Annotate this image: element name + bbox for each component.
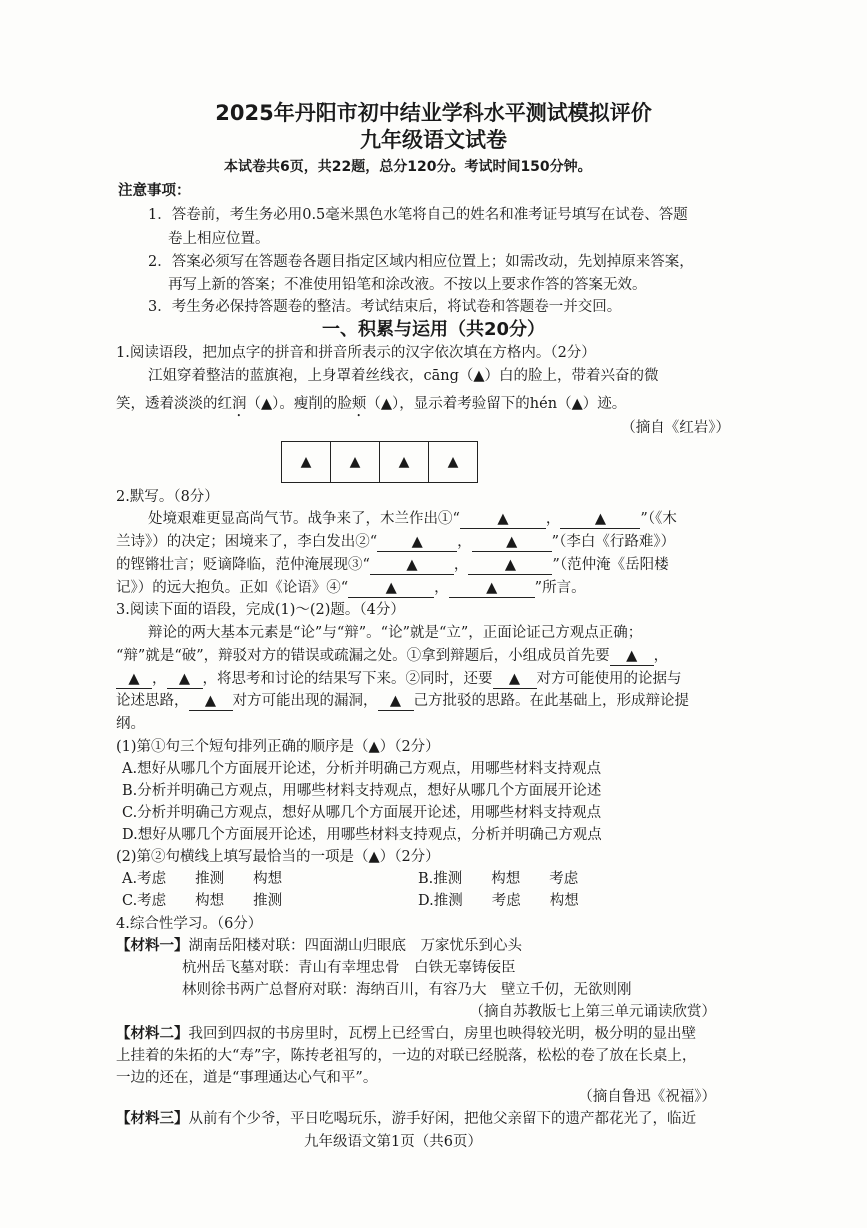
- fill-blank[interactable]: [493, 670, 537, 689]
- fill-blank[interactable]: [378, 692, 414, 711]
- q1-passage-line1: 江姐穿着整洁的蓝旗袍，上身罩着丝线衣，cāng（▲）白的脸上，带着兴奋的微: [148, 368, 659, 384]
- option-d[interactable]: D.推测 考虑 构想: [418, 893, 579, 909]
- answer-box-row[interactable]: [281, 441, 478, 483]
- notice-item-1-cont: 卷上相应位置。: [168, 231, 270, 247]
- q1-source: （摘自《红岩》）: [621, 420, 730, 436]
- exam-subtitle: 九年级语文试卷: [360, 128, 507, 152]
- answer-box[interactable]: ▲: [282, 442, 331, 482]
- q1-passage-line2: 笑，透着淡淡的红润（▲）。瘦削的脸颊（▲），显示着考验留下的hén（▲）迹。: [116, 396, 627, 412]
- option-b[interactable]: B.分析并明确己方观点，用哪些材料支持观点，想好从哪几个方面展开论述: [122, 783, 602, 799]
- fill-blank[interactable]: [116, 670, 152, 689]
- material-2-line3: 一边的还在，道是“事理通达心气和平”。: [116, 1070, 378, 1086]
- fill-blank[interactable]: [370, 556, 454, 575]
- fill-blank[interactable]: [560, 510, 640, 529]
- material-1-line1: 【材料一】湖南岳阳楼对联：四面湖山归眼底 万家忧乐到心头: [116, 937, 522, 954]
- exam-info: 本试卷共6页，共22题，总分120分。考试时间150分钟。: [224, 159, 592, 175]
- q3-passage-line5: 纲。: [116, 716, 145, 732]
- option-d[interactable]: D.想好从哪几个方面展开论述，用哪些材料支持观点，分析并明确己方观点: [122, 827, 602, 843]
- page-footer: 九年级语文第1页（共6页）: [304, 1134, 482, 1150]
- q3-passage-line2: “辩”就是“破”，辩驳对方的错误或疏漏之处。①拿到辩题后，小组成员首先要 ▲ ，: [116, 646, 668, 666]
- fill-blank[interactable]: [348, 579, 434, 598]
- fill-blank[interactable]: [610, 647, 654, 666]
- material-2-line2: 上挂着的朱拓的大“寿”字，陈抟老祖写的，一边的对联已经脱落，松松的卷了放在长桌上，: [116, 1048, 697, 1064]
- q3-passage-line4: 论述思路， ▲ 对方可能出现的漏洞， ▲ 己方批驳的思路。在此基础上，形成辩论提: [116, 691, 689, 711]
- answer-box[interactable]: ▲: [447, 454, 459, 470]
- notice-heading: 注意事项：: [118, 183, 191, 199]
- section-title: 一、积累与运用（共20分）: [321, 319, 546, 340]
- q2-line2: 兰诗》）的决定；困境来了，李白发出②“ ▲ ， ▲ ”（李白《行路难》）: [116, 532, 675, 552]
- fill-blank[interactable]: [472, 533, 552, 552]
- q3-passage-line3: ▲， ▲ ，将思考和讨论的结果写下来。②同时，还要 ▲ 对方可能使用的论据与: [116, 669, 682, 689]
- material-3-line1: 【材料三】从前有个少爷，平日吃喝玩乐，游手好闲，把他父亲留下的遗产都花光了，临近: [116, 1110, 696, 1127]
- exam-title: 2025年丹阳市初中结业学科水平测试模拟评价: [215, 101, 652, 125]
- material-label: 【材料三】: [116, 1110, 189, 1127]
- option-a[interactable]: A.想好从哪几个方面展开论述，分析并明确己方观点，用哪些材料支持观点: [122, 761, 602, 777]
- material-label: 【材料二】: [116, 1025, 189, 1042]
- material-1-line2: 杭州岳飞墓对联：青山有幸埋忠骨 白铁无辜铸佞臣: [182, 960, 516, 976]
- q3-sub2-stem: (2)第②句横线上填写最恰当的一项是（▲）（2分）: [116, 849, 440, 865]
- fill-blank[interactable]: [189, 692, 233, 711]
- fill-blank[interactable]: [167, 670, 203, 689]
- material-label: 【材料一】: [116, 937, 189, 954]
- q2-line1: 处境艰难更显高尚气节。战争来了，木兰作出①“ ▲ ， ▲ ”（《木: [148, 509, 677, 529]
- dotted-char: 润: [232, 396, 247, 412]
- option-a[interactable]: A.考虑 推测 构想: [122, 871, 283, 887]
- q2-stem: 2.默写。（8分）: [116, 489, 219, 505]
- material-1-line3: 林则徐书两广总督府对联：海纳百川，有容乃大 壁立千仞，无欲则刚: [182, 982, 632, 998]
- notice-item-2: 2．答案必须写在答题卷各题目指定区域内相应位置上；如需改动，先划掉原来答案，: [148, 254, 694, 270]
- q3-sub1-stem: (1)第①句三个短句排列正确的顺序是（▲）（2分）: [116, 739, 440, 755]
- material-2-line1: 【材料二】我回到四叔的书房里时，瓦楞上已经雪白，房里也映得较光明，极分明的显出壁: [116, 1025, 696, 1042]
- q4-stem: 4.综合性学习。（6分）: [116, 916, 263, 932]
- option-c[interactable]: C.分析并明确己方观点，想好从哪几个方面展开论述，用哪些材料支持观点: [122, 805, 602, 821]
- q3-passage-line1: 辩论的两大基本元素是“论”与“辩”。“论”就是“立”，正面论证己方观点正确；: [148, 625, 643, 641]
- fill-blank[interactable]: [460, 510, 546, 529]
- answer-box[interactable]: ▲: [380, 442, 429, 482]
- fill-blank[interactable]: [449, 579, 535, 598]
- q3-stem: 3.阅读下面的语段，完成(1)～(2)题。（4分）: [116, 602, 405, 618]
- material-1-source: （摘自苏教版七上第三单元诵读欣赏）: [469, 1004, 716, 1020]
- option-c[interactable]: C.考虑 构想 推测: [122, 893, 283, 909]
- notice-item-2-cont: 再写上新的答案；不准使用铅笔和涂改液。不按以上要求作答的答案无效。: [168, 277, 647, 293]
- material-2-source: （摘自鲁迅《祝福》）: [578, 1089, 716, 1105]
- notice-item-1: 1．答卷前，考生务必用0.5毫米黑色水笔将自己的姓名和准考证号填写在试卷、答题: [148, 207, 688, 223]
- dotted-char: 颊: [351, 396, 367, 412]
- fill-blank[interactable]: [468, 556, 552, 575]
- fill-blank[interactable]: [377, 533, 457, 552]
- q1-stem: 1.阅读语段，把加点字的拼音和拼音所表示的汉字依次填在方格内。（2分）: [116, 345, 596, 361]
- q2-line4: 记》）的远大抱负。正如《论语》④“ ▲ ， ▲ ”所言。: [116, 578, 586, 598]
- option-b[interactable]: B.推测 构想 考虑: [418, 871, 579, 887]
- q2-line3: 的铿锵壮言；贬谪降临，范仲淹展现③“ ▲ ， ▲ ”（范仲淹《岳阳楼: [116, 555, 669, 575]
- answer-box[interactable]: ▲: [331, 442, 380, 482]
- notice-item-3: 3．考生务必保持答题卷的整洁。考试结束后，将试卷和答题卷一并交回。: [148, 299, 622, 315]
